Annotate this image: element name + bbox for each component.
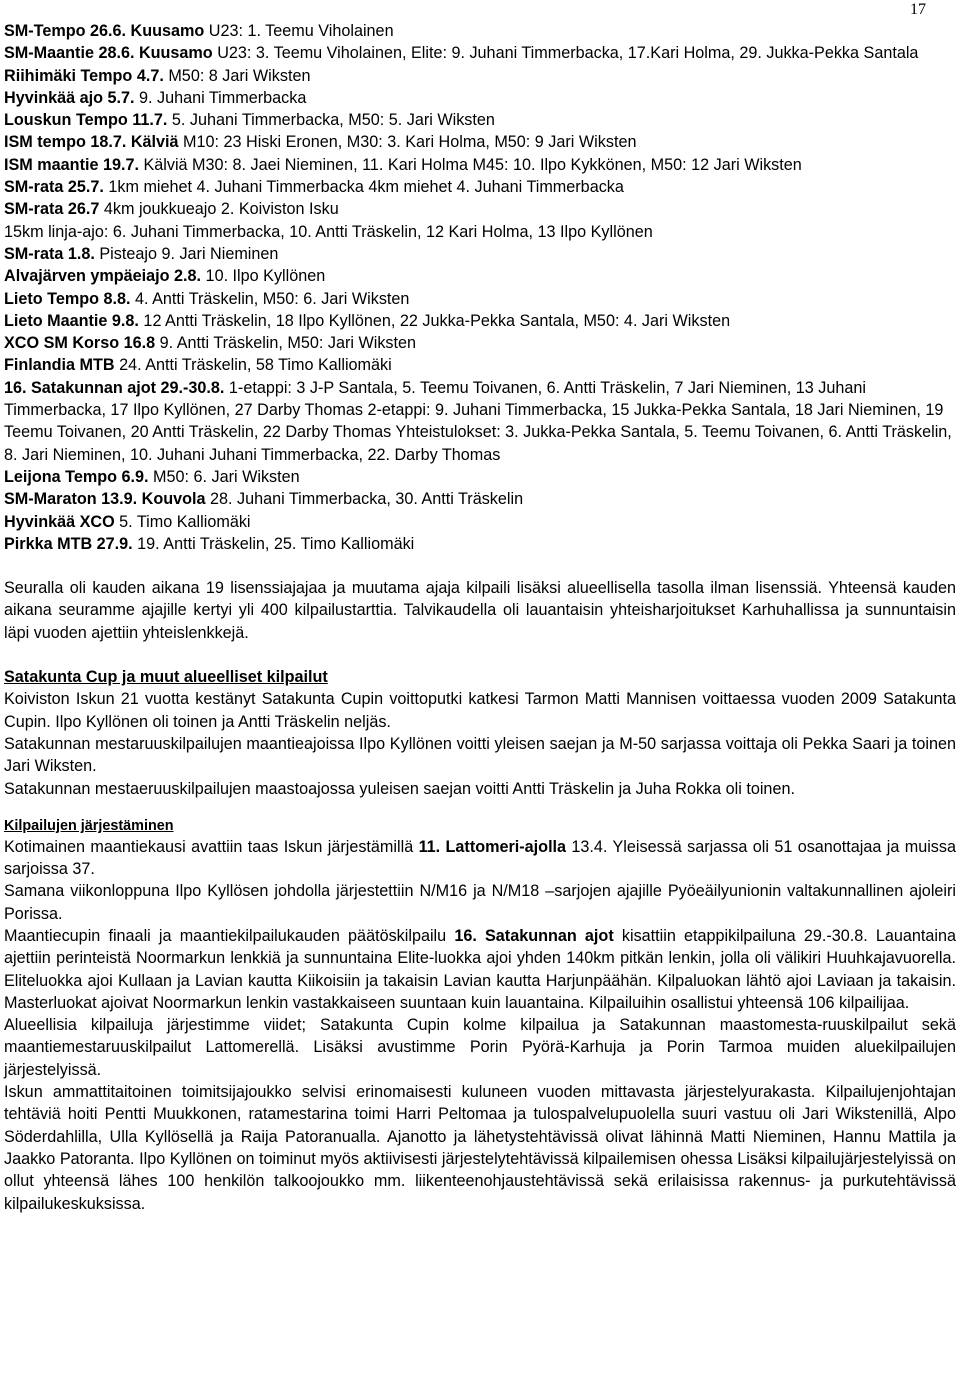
result-entry — [4, 243, 956, 265]
section-heading: Satakunta Cup ja muut alueelliset kilpailut — [4, 668, 328, 687]
bold-text: Finlandia MTB — [4, 356, 115, 375]
document-page — [4, 0, 956, 1215]
result-entry — [4, 332, 956, 354]
section-paragraph: Satakunnan mestaruuskilpailujen maantieajoissa Ilpo Kyllönen voitti yleisen saejan ja M-50 sarjassa voittaja oli Pekka Saari ja toinen Jari Wiksten. — [4, 734, 956, 776]
bold-text: SM-Maraton 13.9. Kouvola — [4, 490, 206, 509]
text-run: 10. Ilpo Kyllönen — [201, 267, 326, 286]
text-run: Samana viikonloppuna Ilpo Kyllösen johdolla järjestettiin N/M16 ja N/M18 –sarjojen ajajille Pyöeäilyunionin valtakunnallinen ajoleiri Porissa. — [4, 882, 956, 923]
bold-text: Lieto Tempo 8.8. — [4, 289, 131, 308]
bold-text: Pirkka MTB 27.9. — [4, 534, 133, 553]
text-run: 19. Antti Träskelin, 25. Timo Kalliomäki — [132, 534, 415, 553]
section-paragraph — [4, 880, 956, 925]
bold-text: Hyvinkää ajo 5.7. — [4, 88, 135, 107]
section-paragraph: Koiviston Iskun 21 vuotta kestänyt Satakunta Cupin voittoputki katkesi Tarmon Matti Mannisen voittaessa vuoden 2009 Satakunta Cupin. Ilpo Kyllönen oli toinen ja Antti Träskelin neljäs. — [4, 690, 956, 731]
text-run: 9. Antti Träskelin, M50: Jari Wiksten — [155, 334, 417, 353]
bold-text: Hyvinkää XCO — [4, 512, 115, 531]
text-run: 24. Antti Träskelin, 58 Timo Kalliomäki — [114, 356, 392, 375]
result-entry — [4, 154, 956, 176]
text-run: Kälviä M30: 8. Jaei Nieminen, 11. Kari Holma M45: 10. Ilpo Kykkönen, M50: 12 Jari Wiksten — [138, 155, 802, 174]
result-entry — [4, 131, 956, 153]
race-results-list — [4, 0, 956, 555]
text-run: M50: 6. Jari Wiksten — [148, 467, 300, 486]
result-entry — [4, 42, 956, 64]
result-entry — [4, 87, 956, 109]
text-run: Kotimainen maantiekausi avattiin taas Iskun järjestämillä — [4, 837, 419, 856]
bold-text: SM-rata 1.8. — [4, 244, 95, 263]
text-run: 13.4. Yleisessä sarjassa oli 51 osanottajaa ja muissa sarjoissa 37. — [4, 837, 956, 879]
text-run: 4km joukkueajo 2. Koiviston Isku — [99, 200, 339, 219]
text-run: Pisteajo 9. Jari Nieminen — [94, 244, 279, 263]
result-entry — [4, 65, 956, 87]
text-run: Iskun ammattitaitoinen toimitsijajoukko selvisi erinomaisesti kuluneen vuoden mittavasta järjestelyurakasta. Kilpailujenjohtajan tehtäviä hoiti Pentti Muukkonen, ratamestarina toimi Harri Peltomaa ja tulospalvelupuolella suuri vastuu oli Jari Wikstenillä, Alpo Söderdahlilla, Ulla Kyllösellä ja Raija Patoranualla. Ajanotto ja lähetystehtävissä olivat lähinnä Matti Nieminen, Hannu Mattila ja Jaakko Patoranta. Ilpo Kyllönen on toiminut myös aktiivisesti järjestelytehtävissä kilpailemisen ohessa Lisäksi kilpailujärjestelyissä on ollut yhteensä lähes 100 henkilön talkoojoukko mm. liikenteenohjaustehtävissä sekä erilaisissa rakennus- ja purkutehtävissä kilpailukeskuksissa. — [4, 1083, 956, 1213]
result-entry — [4, 466, 956, 488]
result-entry — [4, 198, 956, 220]
text-run: kisattiin etappikilpailuna 29.-30.8. Lauantaina ajettiin perinteistä Noormarkun lenkkiä ja sunnuntaina Elite-luokka ajoi yhden 140km pitkän lenkin, jolla oli välikiri Huuhkajavuorella. Eliteluokka ajoi Kullaan ja Lavian kautta Kiikoisiin ja takaisin Lavian kautta Harjunpäähän. Kilpaluokan lähtö ajoi Laviaan ja takaisin. Masterluokat ajoivat Noormarkun lenkin vastakkaiseen suuntaan kuin lauantaina. Kilpailuihin osallistui yhteensä 106 kilpailijaa. — [4, 926, 956, 1012]
organizing-section — [4, 816, 956, 1215]
text-run: 12 Antti Träskelin, 18 Ilpo Kyllönen, 22 Jukka-Pekka Santala, M50: 4. Jari Wiksten — [138, 311, 731, 330]
bold-text: 16. Satakunnan ajot — [454, 926, 614, 945]
bold-text: Leijona Tempo 6.9. — [4, 467, 149, 486]
result-entry — [4, 377, 956, 466]
text-run: 5. Juhani Timmerbacka, M50: 5. Jari Wiksten — [167, 111, 495, 130]
text-run: M50: 8 Jari Wiksten — [163, 66, 311, 85]
result-entry — [4, 288, 956, 310]
section-paragraph — [4, 1014, 956, 1081]
satakunta-section — [4, 666, 956, 800]
result-entry — [4, 533, 956, 555]
bold-text: 16. Satakunnan ajot 29.-30.8. — [4, 378, 225, 397]
section-paragraph — [4, 836, 956, 881]
bold-text: ISM tempo 18.7. Kälviä — [4, 133, 179, 152]
section-paragraph: Satakunnan mestaeruuskilpailujen maastoajossa yuleisen saejan voitti Antti Träskelin ja Juha Rokka oli toinen. — [4, 779, 795, 798]
bold-text: Lieto Maantie 9.8. — [4, 311, 139, 330]
text-run: 4. Antti Träskelin, M50: 6. Jari Wiksten — [130, 289, 410, 308]
text-run: 9. Juhani Timmerbacka — [134, 88, 307, 107]
page-number: 17 — [910, 1, 926, 18]
bold-text: Alvajärven ympäeiajo 2.8. — [4, 267, 202, 286]
text-run: 1km miehet 4. Juhani Timmerbacka 4km miehet 4. Juhani Timmerbacka — [103, 178, 624, 197]
bold-text: XCO SM Korso 16.8 — [4, 334, 156, 353]
text-run: Maantiecupin finaali ja maantiekilpailukauden päätöskilpailu — [4, 926, 455, 945]
text-run: 1-etappi: 3 J-P Santala, 5. Teemu Toivanen, 6. Antti Träskelin, 7 Jari Nieminen, 13 Juhani Timmerbacka, 17 Ilpo Kyllönen, 27 Darby Thomas 2-etappi: 9. Juhani Timmerbacka, 15 Jukka-Pekka Santala, 18 Jari Nieminen, 19 Teemu Toivanen, 20 Antti Träskelin, 22 Darby Thomas Yhteistulokset: 3. Jukka-Pekka Santala, 5. Teemu Toivanen, 6. Antti Träskelin, 8. Jari Nieminen, 10. Juhani Juhani Timmerbacka, 22. Darby Thomas — [4, 378, 952, 464]
result-entry — [4, 354, 956, 376]
text-run: 5. Timo Kalliomäki — [114, 512, 251, 531]
text-run: 15km linja-ajo: 6. Juhani Timmerbacka, 10. Antti Träskelin, 12 Kari Holma, 13 Ilpo Kyllönen — [4, 222, 653, 241]
bold-text: Louskun Tempo 11.7. — [4, 111, 168, 130]
bold-text: ISM maantie 19.7. — [4, 155, 139, 174]
result-entry — [4, 511, 956, 533]
bold-text: SM-Maantie 28.6. Kuusamo — [4, 44, 213, 63]
result-entry — [4, 488, 956, 510]
text-run: M10: 23 Hiski Eronen, M30: 3. Kari Holma, M50: 9 Jari Wiksten — [178, 133, 637, 152]
bold-text: Riihimäki Tempo 4.7. — [4, 66, 164, 85]
section-heading: Kilpailujen järjestäminen — [4, 817, 174, 834]
text-run: U23: 1. Teemu Viholainen — [204, 22, 394, 40]
section-paragraph — [4, 925, 956, 1014]
bold-text: SM-rata 25.7. — [4, 178, 104, 197]
bold-text: SM-Tempo 26.6. Kuusamo — [4, 22, 205, 40]
bold-text: SM-rata 26.7 — [4, 200, 100, 219]
section-paragraph — [4, 1081, 956, 1215]
bold-text: 11. Lattomeri-ajolla — [418, 837, 567, 856]
organizing-paragraphs — [4, 836, 956, 1215]
result-entry — [4, 109, 956, 131]
text-run: U23: 3. Teemu Viholainen, Elite: 9. Juhani Timmerbacka, 17.Kari Holma, 29. Jukka-Pekka Santala — [212, 44, 919, 63]
result-entry — [4, 265, 956, 287]
text-run: Alueellisia kilpailuja järjestimme viidet; Satakunta Cupin kolme kilpailua ja Satakunnan maastomesta-ruuskilpailut sekä maantiemestaruuskilpailut Lattomerellä. Lisäksi avustimme Porin Pyörä-Karhuja ja Porin Tarmoa muiden aluekilpailujen järjestelyissä. — [4, 1016, 956, 1079]
result-entry — [4, 310, 956, 332]
result-entry — [4, 20, 956, 42]
season-paragraph: Seuralla oli kauden aikana 19 lisenssiajajaa ja muutama ajaja kilpaili lisäksi alueellisella tasolla ilman lisenssiä. Yhteensä kauden aikana seuramme ajajille kertyi yli 400 kilpailustarttia. Talvikaudella oli lauantaisin yhteisharjoitukset Karhuhallissa ja sunnuntaisin läpi vuoden ajettiin yhteislenkkejä. — [4, 579, 956, 642]
text-run: 28. Juhani Timmerbacka, 30. Antti Träskelin — [205, 490, 524, 509]
result-entry — [4, 176, 956, 198]
result-entry — [4, 221, 956, 243]
